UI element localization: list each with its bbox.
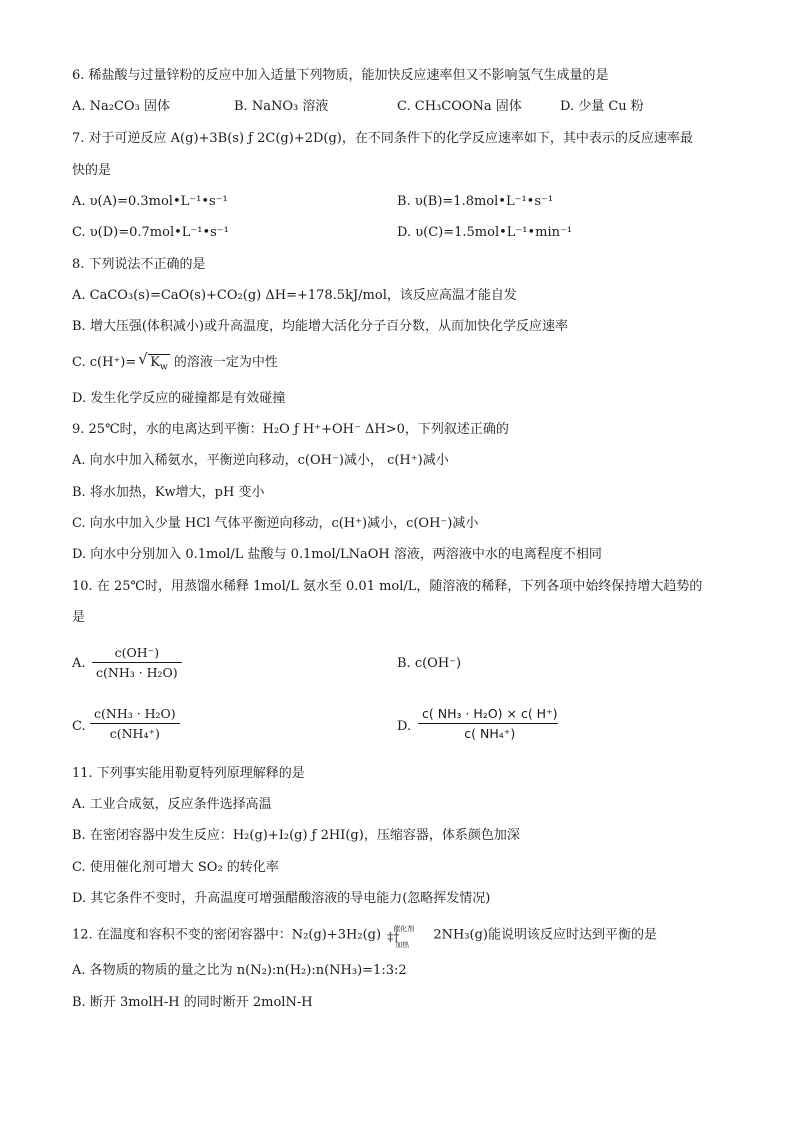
- q11-option-d: D. 其它条件不变时，升高温度可增强醋酸溶液的导电能力(忽略挥发情况): [72, 891, 491, 906]
- q10-d-denominator: c( NH₄⁺): [464, 726, 516, 741]
- q10-stem-line2: 是: [72, 610, 86, 625]
- q12-arrow-glyph: ‡†: [387, 930, 400, 944]
- q11-option-b: B. 在密闭容器中发生反应：H₂(g)+I₂(g) ƒ 2HI(g)，压缩容器，体系颜色加深: [72, 828, 520, 843]
- q10-option-d-fraction: [418, 706, 562, 741]
- q8-option-c: [72, 350, 278, 373]
- q12-option-a: A. 各物质的物质的量之比为 n(N₂):n(H₂):n(NH₃)=1:3:2: [72, 963, 407, 978]
- fraction-bar: [92, 662, 182, 663]
- q10-stem-line1: 10. 在 25℃时，用蒸馏水稀释 1mol/L 氨水至 0.01 mol/L，随溶液的稀释，下列各项中始终保持增大趋势的: [72, 579, 703, 594]
- q8-radicand: K: [150, 355, 160, 370]
- q7-stem-line2: 快的是: [72, 163, 112, 178]
- q10-option-a-label: A.: [72, 656, 86, 671]
- q12-stem-pre: 12. 在温度和容积不变的密闭容器中：N₂(g)+3H₂(g): [72, 927, 382, 943]
- q8-radicand-sub: w: [159, 362, 168, 373]
- q9-option-d: D. 向水中分别加入 0.1mol/L 盐酸与 0.1mol/LNaOH 溶液，两溶液中水的电离程度不相同: [72, 547, 602, 562]
- q11-stem: 11. 下列事实能用勒夏特列原理解释的是: [72, 766, 305, 781]
- fraction-bar: [90, 723, 180, 724]
- q10-option-b: B. c(OH⁻): [397, 656, 462, 671]
- q10-c-numerator: c(NH₃ · H₂O): [94, 706, 176, 721]
- q6-option-a: A. Na₂CO₃ 固体: [72, 99, 170, 114]
- q12-stem: [72, 925, 657, 949]
- q8-option-c-suffix: 的溶液一定为中性: [173, 355, 278, 370]
- q9-option-a: A. 向水中加入稀氨水，平衡逆向移动，c(OH⁻)减小， c(H⁺)减小: [72, 453, 449, 468]
- q11-option-c: C. 使用催化剂可增大 SO₂ 的转化率: [72, 860, 279, 875]
- q7-stem-line1: 7. 对于可逆反应 A(g)+3B(s) ƒ 2C(g)+2D(g)，在不同条件下的化学反应速率如下，其中表示的反应速率最: [72, 131, 693, 146]
- q12-arrow-bottom: 加热: [395, 941, 410, 949]
- q7-option-c: C. υ(D)=0.7mol•L⁻¹•s⁻¹: [72, 225, 229, 240]
- q10-option-d-label: D.: [397, 719, 412, 734]
- q7-option-a: A. υ(A)=0.3mol•L⁻¹•s⁻¹: [72, 194, 228, 209]
- q8-option-d: D. 发生化学反应的碰撞都是有效碰撞: [72, 391, 286, 406]
- q12-option-b: B. 断开 3molH-H 的同时断开 2molN-H: [72, 995, 313, 1010]
- q8-option-c-prefix: C. c(H⁺)=: [72, 355, 137, 370]
- q11-option-a: A. 工业合成氨，反应条件选择高温: [72, 797, 272, 812]
- q8-stem: 8. 下列说法不正确的是: [72, 257, 206, 272]
- q10-option-c-label: C.: [72, 719, 86, 734]
- q8-option-a: A. CaCO₃(s)=CaO(s)+CO₂(g) ΔH=+178.5kJ/mol，该反应高温才能自发: [72, 288, 517, 303]
- q10-a-denominator: c(NH₃ · H₂O): [96, 665, 178, 680]
- q7-option-b: B. υ(B)=1.8mol•L⁻¹•s⁻¹: [397, 194, 554, 209]
- q10-option-c-fraction: [90, 706, 180, 741]
- q8-option-b: B. 增大压强(体积减小)或升高温度，均能增大活化分子百分数，从而加快化学反应速率: [72, 319, 568, 334]
- reversible-arrow-icon: [385, 925, 429, 949]
- q9-option-c: C. 向水中加入少量 HCl 气体平衡逆向移动，c(H⁺)减小，c(OH⁻)减小: [72, 516, 479, 531]
- q6-option-d: D. 少量 Cu 粉: [560, 99, 644, 114]
- q12-stem-post: 2NH₃(g)能说明该反应时达到平衡的是: [433, 927, 657, 943]
- q9-stem: 9. 25℃时，水的电离达到平衡：H₂O ƒ H⁺+OH⁻ ΔH>0，下列叙述正确的: [72, 422, 509, 437]
- q10-a-numerator: c(OH⁻): [114, 645, 160, 660]
- q12-arrow-top: 催化剂: [393, 925, 415, 933]
- q6-option-c: C. CH₃COONa 固体: [397, 99, 522, 114]
- sqrt-symbol: √ $K_w$: [138, 350, 168, 373]
- fraction-bar: [418, 723, 558, 724]
- q6-option-b: B. NaNO₃ 溶液: [234, 99, 329, 114]
- q9-option-b: B. 将水加热，Kw增大，pH 变小: [72, 485, 265, 500]
- q10-option-a-fraction: [92, 645, 182, 680]
- q10-c-denominator: c(NH₄⁺): [109, 726, 160, 741]
- q7-option-d: D. υ(C)=1.5mol•L⁻¹•min⁻¹: [397, 225, 573, 240]
- q6-stem: 6. 稀盐酸与过量锌粉的反应中加入适量下列物质，能加快反应速率但又不影响氢气生成量的是: [72, 68, 609, 83]
- q10-d-numerator: c( NH₃ · H₂O) × c( H⁺): [422, 706, 558, 721]
